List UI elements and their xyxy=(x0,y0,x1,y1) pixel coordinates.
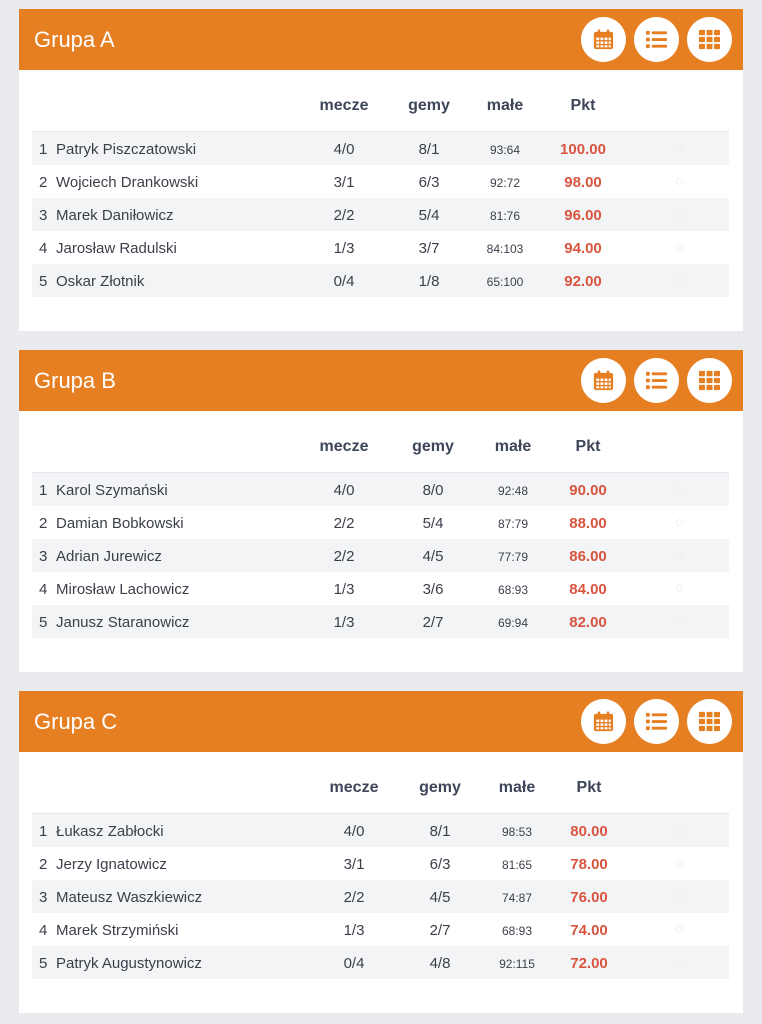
group-card xyxy=(19,9,743,331)
points-ratio: 93:64 xyxy=(489,143,521,157)
group-title: Grupa A xyxy=(34,27,115,52)
group-header xyxy=(19,350,743,411)
column-header-mecze: mecze xyxy=(319,97,369,114)
player-rank: 3 xyxy=(39,889,48,906)
player-rank: 4 xyxy=(39,581,48,598)
group-title: Grupa C xyxy=(34,709,118,734)
schedule-button[interactable] xyxy=(581,699,626,744)
table-row[interactable] xyxy=(32,539,729,572)
group-card xyxy=(19,691,743,1013)
list-icon xyxy=(645,369,668,392)
player-rank: 3 xyxy=(39,207,48,224)
list-icon xyxy=(645,28,668,51)
matches-score: 3/1 xyxy=(343,856,365,873)
table-row[interactable] xyxy=(32,913,729,946)
table-rows xyxy=(32,472,729,638)
player-name: Mirosław Lachowicz xyxy=(56,581,190,598)
points-ratio: 65:100 xyxy=(486,275,524,289)
table-row[interactable] xyxy=(32,165,729,198)
ranking-points: 88.00 xyxy=(569,515,607,532)
standings-table xyxy=(19,752,743,1013)
games-score: 6/3 xyxy=(429,856,451,873)
ranking-points: 90.00 xyxy=(569,482,607,499)
schedule-button[interactable] xyxy=(581,358,626,403)
points-ratio: 69:94 xyxy=(497,616,529,630)
row-dot-icon xyxy=(676,277,683,284)
matches-score: 1/3 xyxy=(343,922,365,939)
table-row[interactable] xyxy=(32,946,729,979)
table-rows xyxy=(32,813,729,979)
player-name: Wojciech Drankowski xyxy=(56,174,199,191)
row-dot-icon xyxy=(676,211,683,218)
games-score: 3/6 xyxy=(422,581,444,598)
grid-icon xyxy=(698,369,721,392)
player-rank: 4 xyxy=(39,240,48,257)
matches-score: 4/0 xyxy=(343,823,365,840)
player-rank: 1 xyxy=(39,141,48,158)
table-row[interactable] xyxy=(32,198,729,231)
games-score: 5/4 xyxy=(422,515,444,532)
row-dot-icon xyxy=(676,618,683,625)
matches-score: 2/2 xyxy=(333,548,355,565)
player-name: Marek Strzymiński xyxy=(56,922,179,939)
player-rank: 2 xyxy=(39,856,48,873)
matches-score: 1/3 xyxy=(333,614,355,631)
matches-score: 2/2 xyxy=(343,889,365,906)
row-dot-icon xyxy=(676,486,683,493)
grid-view-button[interactable] xyxy=(687,17,732,62)
column-header-male: małe xyxy=(486,97,524,114)
points-ratio: 98:53 xyxy=(501,825,533,839)
points-ratio: 74:87 xyxy=(501,891,533,905)
column-header-gemy: gemy xyxy=(408,97,450,114)
matches-score: 2/2 xyxy=(333,515,355,532)
matches-score: 4/0 xyxy=(333,482,355,499)
table-row[interactable] xyxy=(32,847,729,880)
ranking-points: 78.00 xyxy=(570,856,608,873)
player-rank: 2 xyxy=(39,174,48,191)
column-header-pkt: Pkt xyxy=(570,97,596,114)
row-dot-icon xyxy=(676,893,683,900)
points-ratio: 81:65 xyxy=(501,858,533,872)
table-row[interactable] xyxy=(32,605,729,638)
group-card xyxy=(19,350,743,672)
player-rank: 5 xyxy=(39,614,48,631)
row-dot-icon xyxy=(676,827,683,834)
player-name: Patryk Piszczatowski xyxy=(56,141,197,158)
player-rank: 1 xyxy=(39,482,48,499)
calendar-icon xyxy=(592,710,615,733)
points-ratio: 84:103 xyxy=(486,242,524,256)
games-score: 4/5 xyxy=(422,548,444,565)
column-header-gemy: gemy xyxy=(412,438,454,455)
matches-score: 0/4 xyxy=(343,955,365,972)
games-score: 2/7 xyxy=(429,922,451,939)
row-dot-icon xyxy=(676,244,683,251)
standings-table xyxy=(19,70,743,331)
games-score: 2/7 xyxy=(422,614,444,631)
ranking-points: 86.00 xyxy=(569,548,607,565)
player-name: Karol Szymański xyxy=(56,482,168,499)
table-row[interactable] xyxy=(32,880,729,913)
ranking-points: 96.00 xyxy=(564,207,602,224)
column-header-gemy: gemy xyxy=(419,779,461,796)
standings-table xyxy=(19,411,743,672)
group-header xyxy=(19,9,743,70)
column-header-pkt: Pkt xyxy=(575,438,601,455)
ranking-points: 76.00 xyxy=(570,889,608,906)
player-name: Marek Daniłowicz xyxy=(56,207,174,224)
grid-icon xyxy=(698,710,721,733)
row-dot-icon xyxy=(676,860,683,867)
ranking-points: 84.00 xyxy=(569,581,607,598)
points-ratio: 92:72 xyxy=(489,176,521,190)
points-ratio: 81:76 xyxy=(489,209,521,223)
points-ratio: 92:115 xyxy=(499,957,535,971)
row-dot-icon xyxy=(676,145,683,152)
ranking-points: 98.00 xyxy=(564,174,602,191)
ranking-points: 82.00 xyxy=(569,614,607,631)
points-ratio: 68:93 xyxy=(501,924,533,938)
player-rank: 4 xyxy=(39,922,48,939)
table-row[interactable] xyxy=(32,814,729,847)
player-name: Janusz Staranowicz xyxy=(56,614,190,631)
player-name: Mateusz Waszkiewicz xyxy=(56,889,203,906)
table-row[interactable] xyxy=(32,506,729,539)
player-name: Jerzy Ignatowicz xyxy=(56,856,167,873)
player-name: Adrian Jurewicz xyxy=(56,548,162,565)
ranking-points: 94.00 xyxy=(564,240,602,257)
row-dot-icon xyxy=(676,959,683,966)
player-rank: 5 xyxy=(39,273,48,290)
player-name: Łukasz Zabłocki xyxy=(56,823,164,840)
column-header-mecze: mecze xyxy=(329,779,379,796)
table-rows xyxy=(32,131,729,297)
games-score: 5/4 xyxy=(418,207,440,224)
player-name: Oskar Złotnik xyxy=(56,273,145,290)
games-score: 8/1 xyxy=(429,823,451,840)
column-header-male: małe xyxy=(494,438,532,455)
games-score: 8/1 xyxy=(418,141,440,158)
row-dot-icon xyxy=(676,552,683,559)
calendar-icon xyxy=(592,28,615,51)
matches-score: 1/3 xyxy=(333,581,355,598)
matches-score: 2/2 xyxy=(333,207,355,224)
list-view-button[interactable] xyxy=(634,358,679,403)
ranking-points: 100.00 xyxy=(560,141,606,158)
ranking-points: 72.00 xyxy=(570,955,608,972)
matches-score: 4/0 xyxy=(333,141,355,158)
matches-score: 1/3 xyxy=(333,240,355,257)
player-rank: 5 xyxy=(39,955,48,972)
player-name: Jarosław Radulski xyxy=(56,240,177,257)
ranking-points: 80.00 xyxy=(570,823,608,840)
table-row[interactable] xyxy=(32,132,729,165)
column-header-male: małe xyxy=(498,779,536,796)
games-score: 4/8 xyxy=(429,955,451,972)
player-name: Patryk Augustynowicz xyxy=(56,955,202,972)
games-score: 3/7 xyxy=(418,240,440,257)
player-name: Damian Bobkowski xyxy=(56,515,184,532)
table-row[interactable] xyxy=(32,572,729,605)
games-score: 1/8 xyxy=(418,273,440,290)
games-score: 4/5 xyxy=(429,889,451,906)
points-ratio: 87:79 xyxy=(497,517,529,531)
row-dot-icon xyxy=(676,519,683,526)
row-dot-icon xyxy=(676,585,683,592)
calendar-icon xyxy=(592,369,615,392)
grid-icon xyxy=(698,28,721,51)
table-row[interactable] xyxy=(32,473,729,506)
column-header-mecze: mecze xyxy=(319,438,369,455)
list-view-button[interactable] xyxy=(634,17,679,62)
matches-score: 3/1 xyxy=(333,174,355,191)
group-header xyxy=(19,691,743,752)
player-rank: 2 xyxy=(39,515,48,532)
group-title: Grupa B xyxy=(34,368,116,393)
grid-view-button[interactable] xyxy=(687,699,732,744)
player-rank: 3 xyxy=(39,548,48,565)
list-icon xyxy=(645,710,668,733)
ranking-points: 92.00 xyxy=(564,273,602,290)
points-ratio: 68:93 xyxy=(497,583,529,597)
games-score: 8/0 xyxy=(422,482,444,499)
schedule-button[interactable] xyxy=(581,17,626,62)
matches-score: 0/4 xyxy=(333,273,355,290)
list-view-button[interactable] xyxy=(634,699,679,744)
column-header-pkt: Pkt xyxy=(576,779,602,796)
points-ratio: 77:79 xyxy=(497,550,529,564)
table-row[interactable] xyxy=(32,264,729,297)
games-score: 6/3 xyxy=(418,174,440,191)
points-ratio: 92:48 xyxy=(497,484,529,498)
row-dot-icon xyxy=(676,926,683,933)
table-row[interactable] xyxy=(32,231,729,264)
grid-view-button[interactable] xyxy=(687,358,732,403)
ranking-points: 74.00 xyxy=(570,922,608,939)
row-dot-icon xyxy=(676,178,683,185)
player-rank: 1 xyxy=(39,823,48,840)
